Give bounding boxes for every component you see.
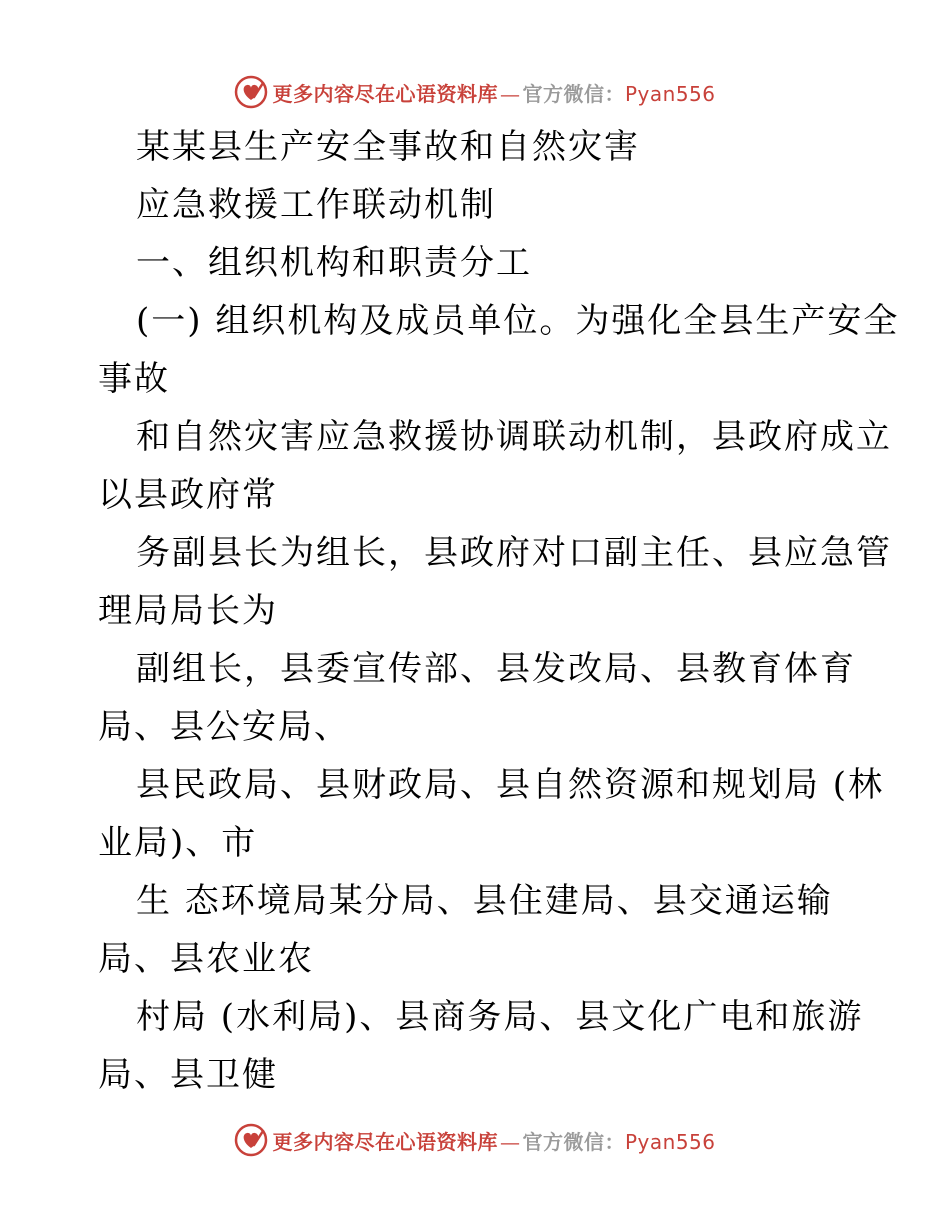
paragraph-line: 局、县公安局、 <box>98 707 350 747</box>
watermark-official-label: 官方微信： <box>522 1129 625 1154</box>
heart-pen-logo-icon <box>234 1123 268 1157</box>
watermark-brand: 更多内容尽在心语资料库 <box>272 1129 498 1154</box>
watermark-wechat-id: Pyan556 <box>624 1129 716 1154</box>
paragraph-line: 务副县长为组长，县政府对口副主任、县应急管 <box>136 533 892 573</box>
watermark-wechat-id: Pyan556 <box>624 81 716 106</box>
paragraph-line: 局、县农业农 <box>98 939 314 979</box>
document-title-line-2: 应急救援工作联动机制 <box>136 185 496 225</box>
paragraph-line: 局、县卫健 <box>98 1055 278 1095</box>
watermark-official-label: 官方微信： <box>522 81 625 106</box>
paragraph-line: 事故 <box>98 359 170 399</box>
paragraph-line: 生 态环境局某分局、县住建局、县交通运输 <box>136 881 833 921</box>
footer-watermark <box>0 1120 950 1160</box>
watermark-separator: — <box>499 1129 521 1154</box>
watermark-separator: — <box>499 81 521 106</box>
paragraph-line: 副组长，县委宣传部、县发改局、县教育体育 <box>136 649 856 689</box>
paragraph-line: 和自然灾害应急救援协调联动机制，县政府成立 <box>136 417 892 457</box>
paragraph-line: 以县政府常 <box>98 475 278 515</box>
paragraph-line: 县民政局、县财政局、县自然资源和规划局 (林 <box>136 765 885 805</box>
paragraph-line: 理局局长为 <box>98 591 278 631</box>
paragraph-line: 业局)、市 <box>98 823 258 863</box>
paragraph-line: 村局 (水利局)、县商务局、县文化广电和旅游 <box>136 997 864 1037</box>
paragraph-line: (一) 组织机构及成员单位。为强化全县生产安全 <box>136 301 900 341</box>
section-heading: 一、组织机构和职责分工 <box>136 243 532 283</box>
watermark-brand: 更多内容尽在心语资料库 <box>272 81 498 106</box>
watermark-text <box>272 1126 715 1155</box>
document-title-line-1: 某某县生产安全事故和自然灾害 <box>136 127 640 167</box>
